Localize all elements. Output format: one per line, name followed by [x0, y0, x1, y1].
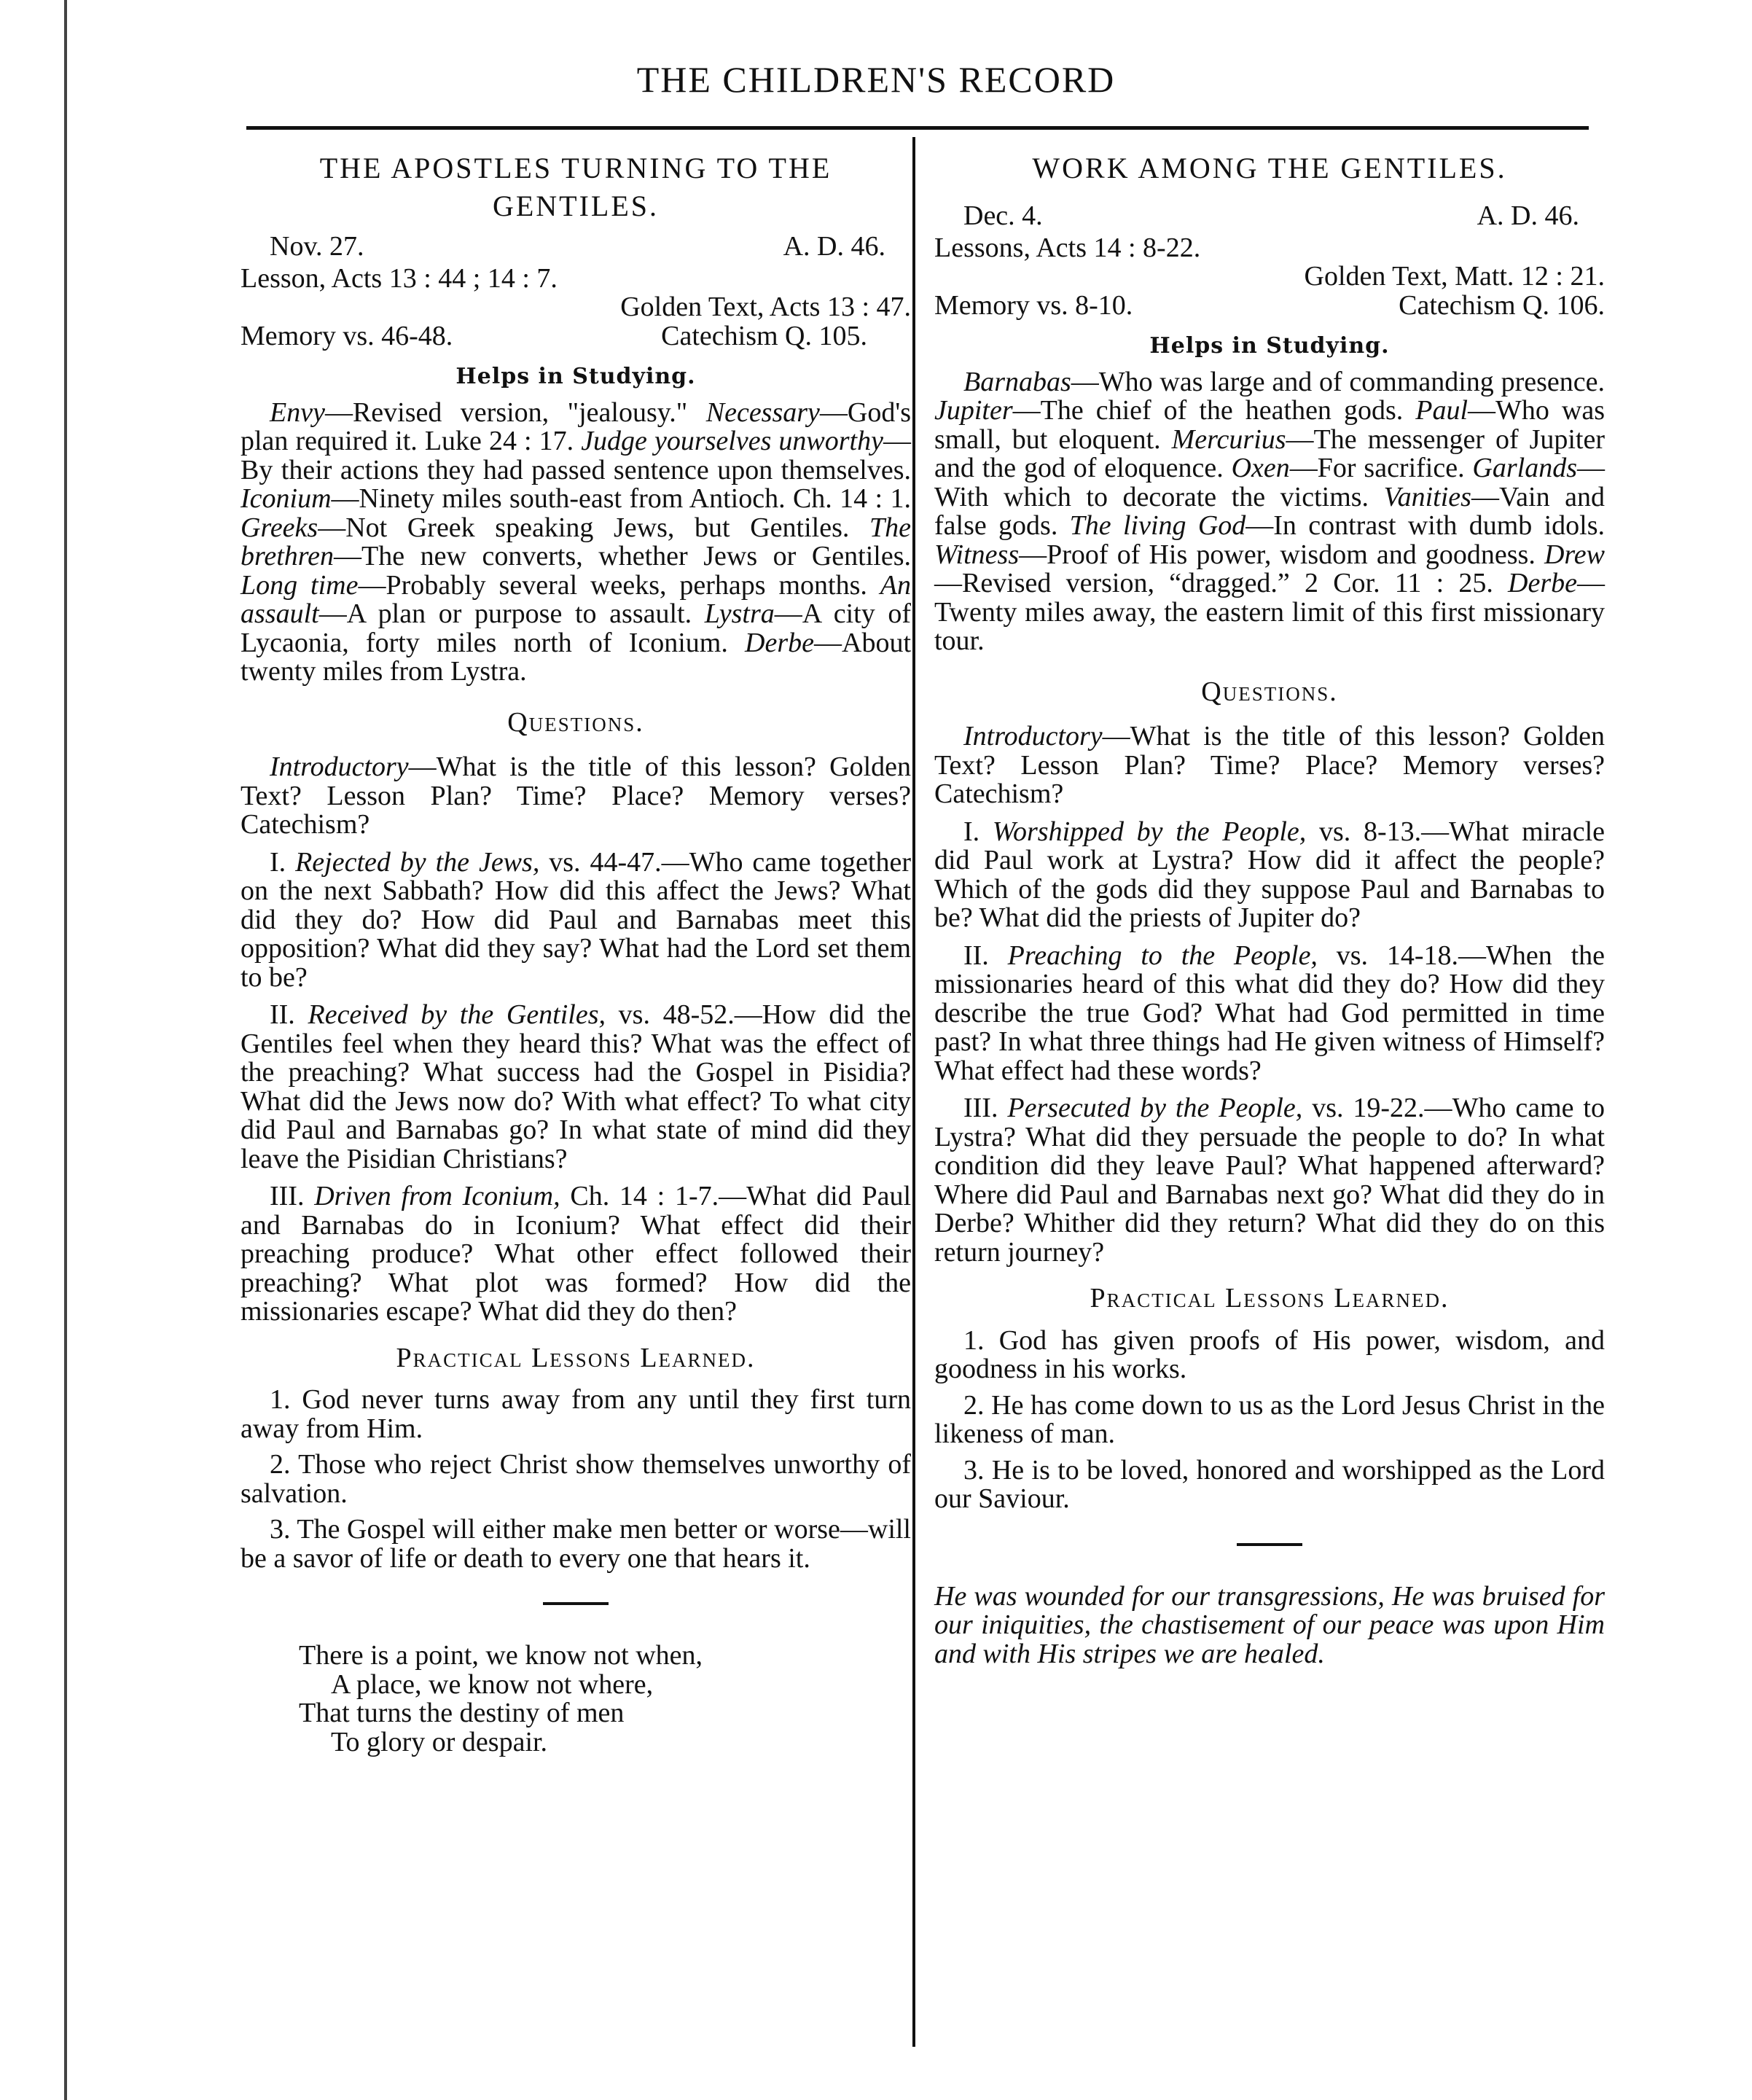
date-row	[934, 202, 1605, 231]
helps-heading: Helps in Studying.	[1149, 333, 1390, 359]
help-term: The brethren	[240, 512, 911, 571]
help-term: Paul	[1415, 395, 1469, 426]
question-term: Introductory	[963, 721, 1103, 752]
poem-line: That turns the destiny of men	[299, 1698, 625, 1728]
question-title: Received by the Gentiles,	[308, 999, 606, 1030]
right-column	[934, 149, 1605, 1668]
question-reference: vs. 19-22.—	[1302, 1093, 1452, 1123]
question-text: —What is the title of this lesson? Golden Text? Lesson Plan? Time? Place? Memory verses? Catechism?	[934, 721, 1605, 809]
question-text: Who came to Lystra? What did they persuade the people to do? In what condition did they leave Paul? What happened afterward? Where did Paul and Barnabas next go? What did they do in Derbe? Whither did they return? What did they do on this return journey?	[934, 1093, 1605, 1268]
help-term: Derbe	[745, 627, 814, 658]
lesson-date: Nov. 27.	[270, 231, 364, 262]
help-term: The living God	[1069, 510, 1246, 541]
question-reference: vs. 44-47.—	[539, 846, 689, 878]
column-divider	[912, 137, 915, 2047]
question-text: —What is the title of this lesson? Golden Text? Lesson Plan? Time? Place? Memory verses? Catechism?	[240, 752, 911, 840]
help-term: Greeks	[240, 512, 318, 543]
help-definition: —Not Greek speaking Jews, but Gentiles.	[318, 512, 869, 543]
lesson-title-line: GENTILES.	[492, 190, 660, 222]
help-definition: —Probably several weeks, perhaps months.	[358, 569, 880, 601]
help-definition: —The chief of the heathen gods.	[1012, 395, 1416, 426]
question-text: How did the Gentiles feel when they heard this? What was the effect of the preaching? What success had the Gospel in Pisidia? What did the Jews now do? With what effect? To what city did Paul and Barnabas go? In what state of mind did they leave the Pisidian Christians?	[240, 999, 911, 1174]
question-number: II.	[270, 999, 308, 1030]
date-row	[240, 233, 911, 262]
lesson-item: 1. God never turns away from any until they first turn away from Him.	[240, 1384, 911, 1444]
poem-line: A place, we know not where,	[331, 1668, 654, 1700]
help-definition: —Revised version, "jealousy."	[324, 397, 706, 428]
questions-heading: Questions.	[507, 706, 644, 738]
lesson-title	[240, 149, 911, 225]
practical-heading: Practical Lessons Learned.	[396, 1342, 756, 1373]
question-title: Rejected by the Jews,	[295, 846, 540, 878]
left-column	[240, 149, 911, 1757]
question-title: Worshipped by the People,	[992, 816, 1307, 847]
help-term: Barnabas	[963, 366, 1071, 397]
question-list	[934, 818, 1605, 1268]
help-definition: —Vain and false gods.	[934, 481, 1605, 541]
help-term: Vanities	[1383, 481, 1471, 512]
introductory-question	[240, 753, 911, 840]
help-definition: —God's plan required it. Luke 24 : 17.	[240, 397, 911, 456]
help-term: An assault	[240, 569, 911, 629]
memory-row	[934, 289, 1605, 321]
question-section	[240, 1182, 911, 1327]
help-definition: —The new converts, whether Jews or Gentiles.	[334, 541, 911, 571]
question-reference: vs. 48-52.—	[606, 999, 762, 1030]
lesson-item: 3. He is to be loved, honored and worshipped as the Lord our Saviour.	[934, 1454, 1605, 1514]
help-definition: —By their actions they had passed sentence upon themselves.	[240, 426, 911, 485]
lesson-item: 3. The Gospel will either make men better or worse—will be a savor of life or death to every one that hears it.	[240, 1514, 911, 1574]
lesson-year: A. D. 46.	[1477, 200, 1579, 231]
question-title: Persecuted by the People,	[1007, 1093, 1303, 1123]
question-section	[934, 1094, 1605, 1267]
question-text: What did Paul and Barnabas do in Iconium? What effect did their preaching produce? What other effect followed their preaching? What plot was formed? How did the missionaries escape? What did they do then?	[240, 1181, 912, 1327]
question-text: When the missionaries heard of this what did they do? How did they describe the true God? What had God permitted in time past? In what three things had He given witness of Himself? What effect had these words?	[934, 940, 1605, 1086]
golden-text: Golden Text, Matt. 12 : 21.	[1304, 261, 1605, 292]
lessons-list	[240, 1386, 911, 1573]
question-title: Preaching to the People,	[1007, 940, 1318, 971]
lesson-date: Dec. 4.	[963, 200, 1043, 231]
question-text: What miracle did Paul work at Lystra? How did it affect the people? Which of the gods did they suppose Paul and Barnabas to be? What did the priests of Jupiter do?	[934, 816, 1605, 933]
question-reference: vs. 14-18.—	[1317, 940, 1487, 971]
question-section	[934, 818, 1605, 933]
help-definition: —In contrast with dumb idols.	[1245, 510, 1606, 541]
help-term: Long time	[240, 569, 359, 601]
lesson-item: 2. Those who reject Christ show themselves unworthy of salvation.	[240, 1449, 911, 1509]
lesson-year: A. D. 46.	[783, 231, 885, 262]
memory-row	[240, 322, 911, 351]
question-list	[240, 848, 911, 1327]
help-term: Necessary	[705, 397, 820, 428]
help-definition: —Revised version, “dragged.” 2 Cor. 11 : 25.	[934, 568, 1509, 598]
help-definition: —Twenty miles away, the eastern limit of this first missionary tour.	[934, 568, 1605, 656]
catechism: Catechism Q. 106.	[1399, 289, 1605, 321]
poem-line: To glory or despair.	[331, 1726, 548, 1757]
help-term: Drew	[1544, 539, 1605, 570]
help-definition: —Ninety miles south-east from Antioch. Ch. 14 : 1.	[331, 483, 911, 514]
practical-heading: Practical Lessons Learned.	[1090, 1283, 1450, 1314]
page-title: THE CHILDREN'S RECORD	[636, 59, 1116, 100]
question-section	[240, 848, 911, 993]
poem	[240, 1642, 911, 1757]
questions-heading: Questions.	[1201, 676, 1338, 707]
question-number: II.	[963, 940, 1008, 971]
question-term: Introductory	[270, 752, 409, 782]
lessons-list	[934, 1324, 1605, 1514]
memory-verses: Memory vs. 46-48.	[240, 320, 453, 351]
help-term: Witness	[934, 539, 1020, 570]
lesson-item: 1. God has given proofs of His power, wisdom, and goodness in his works.	[934, 1324, 1605, 1384]
help-definition: —A plan or purpose to assault.	[318, 598, 705, 629]
help-term: Envy	[270, 397, 325, 428]
section-rule	[543, 1602, 609, 1605]
question-section	[934, 942, 1605, 1086]
helps-paragraph	[934, 368, 1605, 656]
help-term: Lystra	[704, 598, 775, 629]
question-number: I.	[963, 816, 993, 847]
lesson-reference: Lessons, Acts 14 : 8-22.	[934, 232, 1201, 263]
help-term: Derbe	[1508, 568, 1577, 598]
help-term: Mercurius	[1171, 423, 1286, 455]
question-number: I.	[270, 846, 296, 878]
help-definition: —For sacrifice.	[1289, 453, 1473, 483]
golden-text: Golden Text, Acts 13 : 47.	[620, 292, 911, 322]
help-definition: —Proof of His power, wisdom and goodness.	[1019, 539, 1544, 570]
header-rule	[246, 126, 1589, 130]
memory-verses: Memory vs. 8-10.	[934, 289, 1133, 321]
lesson-title-line: THE APOSTLES TURNING TO THE	[319, 152, 832, 184]
helps-heading: Helps in Studying.	[455, 364, 696, 389]
poem-line: There is a point, we know not when,	[299, 1640, 703, 1671]
question-reference: Ch. 14 : 1-7.—	[560, 1181, 747, 1211]
section-rule	[1237, 1543, 1302, 1546]
help-definition: —With which to decorate the victims.	[934, 453, 1605, 512]
help-term: Garlands	[1472, 453, 1577, 483]
help-definition: —The messenger of Jupiter and the god of eloquence.	[934, 423, 1605, 483]
help-term: Jupiter	[934, 395, 1013, 426]
closing-verse: He was wounded for our transgressions, He was bruised for our iniquities, the chastisement of our peace was upon Him and with His stripes we are healed.	[934, 1580, 1605, 1669]
help-definition: —Who was small, but eloquent.	[934, 395, 1606, 455]
lesson-reference: Lesson, Acts 13 : 44 ; 14 : 7.	[240, 262, 558, 294]
question-text: Who came together on the next Sabbath? How did this affect the Jews? What did they do? How did Paul and Barnabas meet this opposition? What did they say? What had the Lord set them to be?	[240, 846, 912, 993]
question-number: III.	[270, 1181, 315, 1211]
help-term: Oxen	[1231, 453, 1290, 483]
scan-edge-line	[64, 0, 67, 2100]
help-term: Judge yourselves unworthy	[581, 426, 883, 456]
help-definition: —About twenty miles from Lystra.	[240, 627, 911, 687]
helps-paragraph	[240, 399, 911, 687]
catechism: Catechism Q. 105.	[661, 320, 867, 351]
lesson-title: WORK AMONG THE GENTILES.	[1032, 152, 1507, 184]
question-section	[240, 1001, 911, 1174]
question-title: Driven from Iconium,	[314, 1181, 560, 1211]
help-definition: —A city of Lycaonia, forty miles north of Iconium.	[240, 598, 912, 658]
lesson-item: 2. He has come down to us as the Lord Jesus Christ in the likeness of man.	[934, 1389, 1605, 1449]
question-reference: vs. 8-13.—	[1306, 816, 1450, 847]
help-definition: —Who was large and of commanding presence.	[1071, 366, 1605, 397]
question-number: III.	[963, 1093, 1008, 1123]
help-term: Iconium	[240, 483, 332, 514]
introductory-question	[934, 722, 1605, 809]
